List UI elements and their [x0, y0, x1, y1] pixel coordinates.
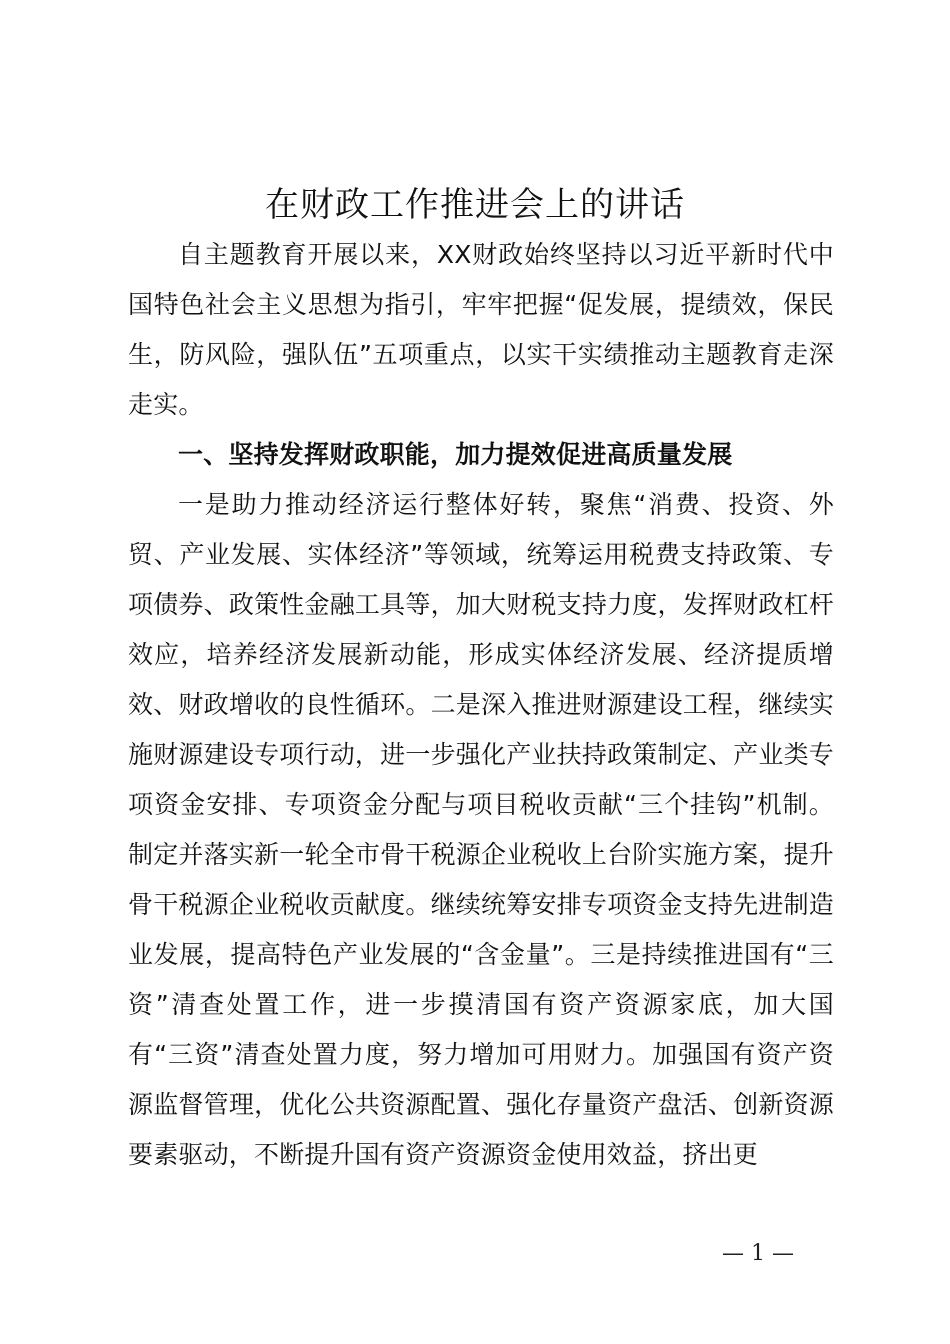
- document-title: 在财政工作推进会上的讲话: [265, 185, 685, 225]
- document-body: [128, 230, 834, 1180]
- intro-paragraph: 自主题教育开展以来，XX财政始终坚持以习近平新时代中国特色社会主义思想为指引，牢牢把握“促发展，提绩效，保民生，防风险，强队伍”五项重点，以实干实绩推动主题教育走深走实。: [128, 240, 834, 419]
- section-heading: 一、坚持发挥财政职能，加力提效促进高质量发展: [178, 440, 733, 469]
- section-paragraph: 一是助力推动经济运行整体好转，聚焦“消费、投资、外贸、产业发展、实体经济”等领域，统筹运用税费支持政策、专项债券、政策性金融工具等，加大财税支持力度，发挥财政杠杆效应，培养经济发展新动能，形成实体经济发展、经济提质增效、财政增收的良性循环。二是深入推进财源建设工程，继续实施财源建设专项行动，进一步强化产业扶持政策制定、产业类专项资金安排、专项资金分配与项目税收贡献“三个挂钩”机制。制定并落实新一轮全市骨干税源企业税收上台阶实施方案，提升骨干税源企业税收贡献度。继续统筹安排专项资金支持先进制造业发展，提高特色产业发展的“含金量”。三是持续推进国有“三资”清查处置工作，进一步摸清国有资产资源家底，加大国有“三资”清查处置力度，努力增加可用财力。加强国有资产资源监督管理，优化公共资源配置、强化存量资产盘活、创新资源要素驱动，不断提升国有资产资源资金使用效益，挤出更: [128, 490, 834, 1169]
- page-number: — 1 —: [722, 1241, 794, 1266]
